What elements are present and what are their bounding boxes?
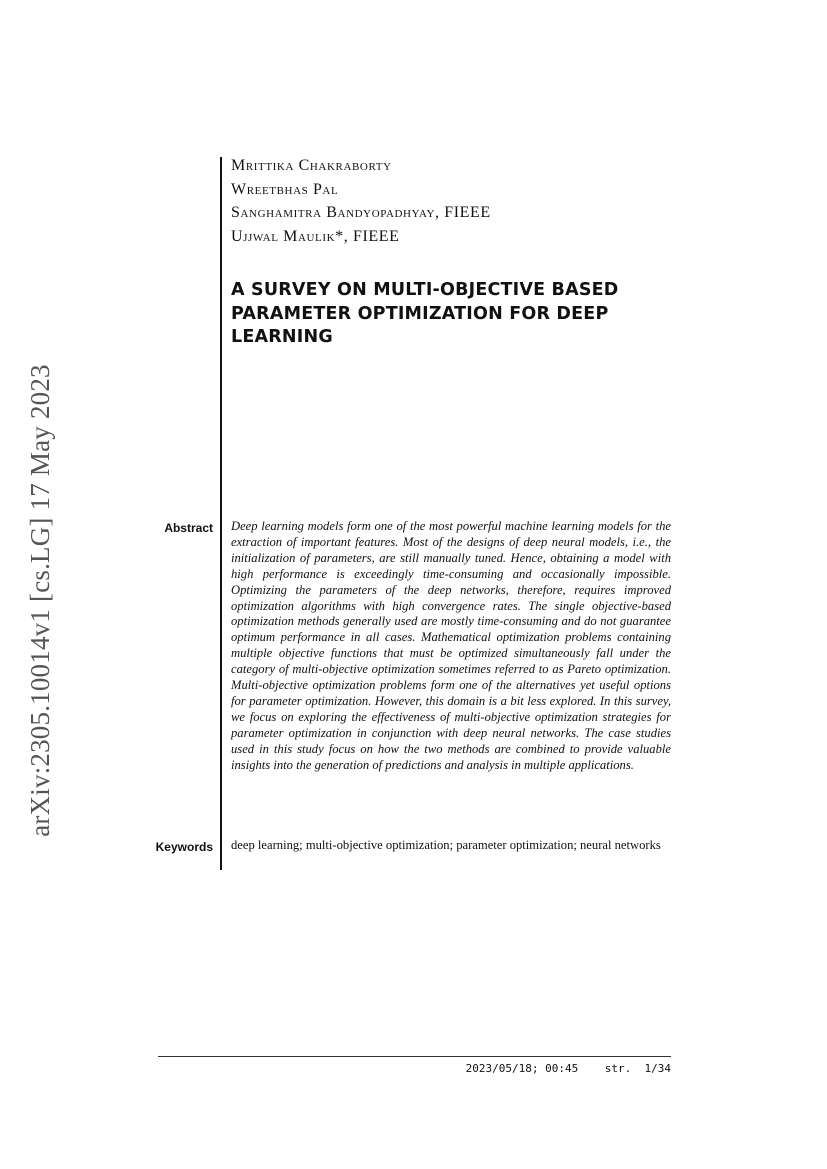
arxiv-id-text: arXiv:2305.10014v1 [cs.LG] 17 May 2023 — [24, 363, 55, 837]
footer-page-number: 1/34 — [644, 1062, 671, 1075]
page-footer — [466, 1062, 671, 1075]
author-list — [231, 154, 491, 248]
footer-rule — [158, 1056, 671, 1057]
paper-title: A SURVEY ON MULTI-OBJECTIVE BASED PARAMETER OPTIMIZATION FOR DEEP LEARNING — [231, 280, 619, 347]
author-name: Wreetbhas Pal — [231, 180, 339, 198]
keywords-text: deep learning; multi-objective optimization; parameter optimization; neural networks — [231, 838, 661, 852]
footer-page-prefix: str. — [604, 1062, 632, 1075]
footer-date: 2023/05/18; 00:45 — [465, 1062, 579, 1075]
abstract-text: Deep learning models form one of the most powerful machine learning models for the extraction of important features. Most of the designs of deep neural models, i.e., the initialization of parameters, are still manually tuned. Hence, obtaining a model with high performance is exceedingly time-consuming and occasionally impossible. Optimizing the parameters of the deep networks, therefore, requires improved optimization algorithms with high convergence rates. The single objective-based optimization methods generally used are mostly time-consuming and do not guarantee optimum performance in all cases. Mathematical optimization problems containing multiple objective functions that must be optimized simultaneously fall under the category of multi-objective optimization sometimes referred to as Pareto optimization. Multi-objective optimization problems form one of the alternatives yet useful options for parameter optimization. However, this domain is a bit less explored. In this survey, we focus on exploring the effectiveness of multi-objective optimization strategies for parameter optimization in conjunction with deep neural networks. The case studies used in this study focus on how the two methods are combined to provide valuable insights into the generation of predictions and analysis in multiple applications. — [231, 519, 671, 772]
vertical-rule — [220, 157, 222, 870]
author-name: Ujjwal Maulik*, FIEEE — [231, 227, 400, 245]
arxiv-identifier-stamp — [20, 355, 60, 845]
author-name: Sanghamitra Bandyopadhyay, FIEEE — [231, 204, 491, 221]
author-name: Mrittika Chakraborty — [231, 157, 392, 174]
abstract-label: Abstract — [164, 521, 213, 535]
keywords-label: Keywords — [155, 840, 213, 854]
